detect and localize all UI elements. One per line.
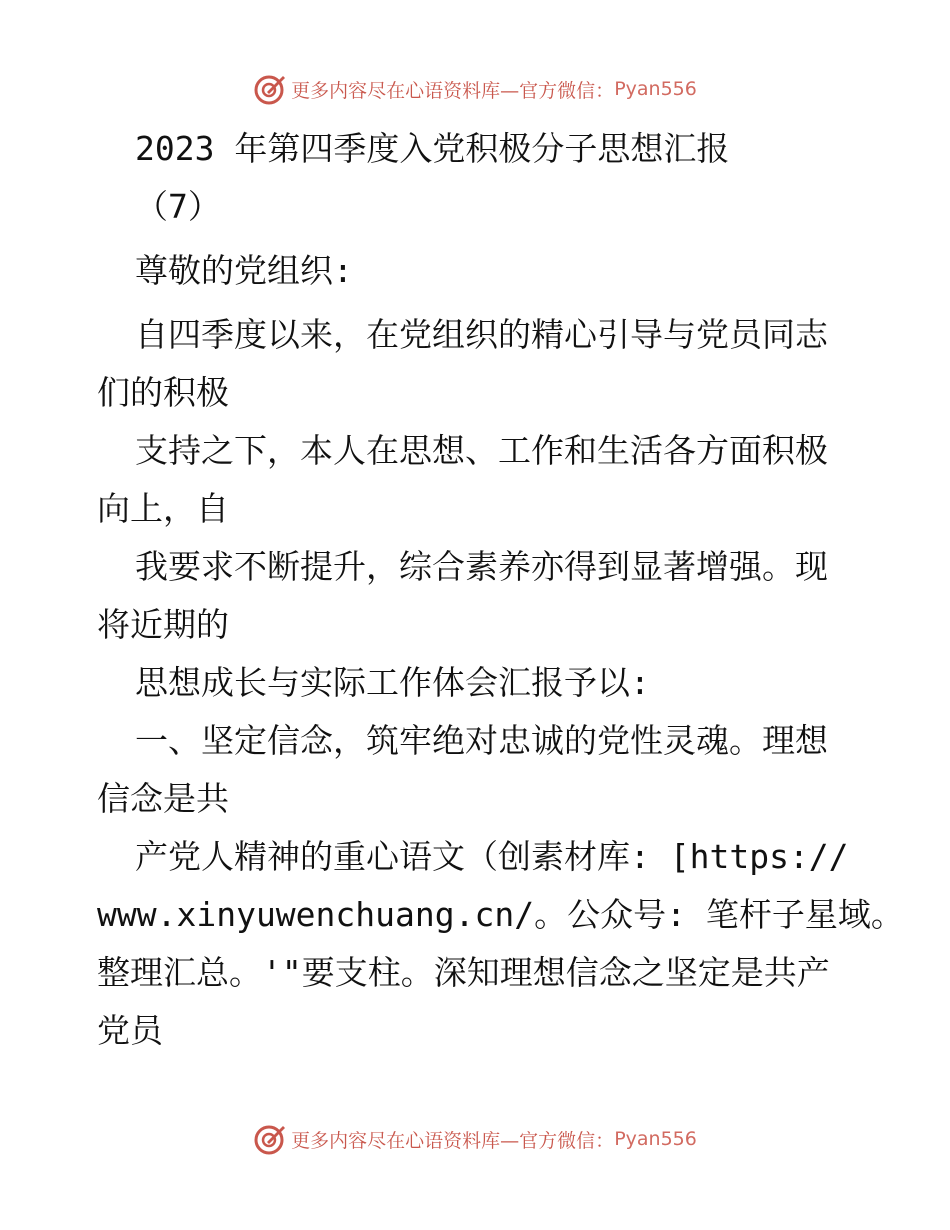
body-line: 产党人精神的重心语文（创素材库: [https:// (135, 837, 849, 876)
body-line: 我要求不断提升，综合素养亦得到显著增强。现 (135, 547, 828, 586)
document-title: 2023 年第四季度入党积极分子思想汇报 (135, 129, 730, 168)
header-watermark (0, 72, 950, 106)
body-line: 将近期的 (97, 605, 229, 644)
body-line: 一、坚定信念，筑牢绝对忠诚的党性灵魂。理想 (135, 721, 828, 760)
header-wechat-label: 官方微信： (519, 79, 615, 102)
header-wechat-id: Pyan556 (614, 78, 697, 100)
footer-wechat-label: 官方微信： (519, 1129, 615, 1152)
body-line: 思想成长与实际工作体会汇报予以: (135, 663, 650, 702)
footer-brand-text: 更多内容尽在心语资料库— (291, 1129, 520, 1152)
salutation: 尊敬的党组织: (135, 251, 353, 290)
body-line: 党员 (97, 1011, 163, 1050)
body-line: 支持之下，本人在思想、工作和生活各方面积极 (135, 431, 828, 470)
header-brand-text: 更多内容尽在心语资料库— (291, 79, 520, 102)
body-line: 信念是共 (97, 779, 229, 818)
body-line: 向上，自 (97, 489, 229, 528)
footer-wechat-id: Pyan556 (614, 1128, 697, 1150)
pen-logo-icon (253, 72, 287, 106)
document-title-number: （7） (135, 187, 221, 226)
body-line: 自四季度以来，在党组织的精心引导与党员同志 (135, 315, 828, 354)
body-line: 们的积极 (97, 373, 229, 412)
body-line: 整理汇总。'"要支柱。深知理想信念之坚定是共产 (97, 953, 830, 992)
footer-watermark (0, 1122, 950, 1156)
pen-logo-icon (253, 1122, 287, 1156)
document-body (97, 120, 904, 1060)
body-line: www.xinyuwenchuang.cn/。公众号: 笔杆子星域。 (97, 895, 904, 934)
